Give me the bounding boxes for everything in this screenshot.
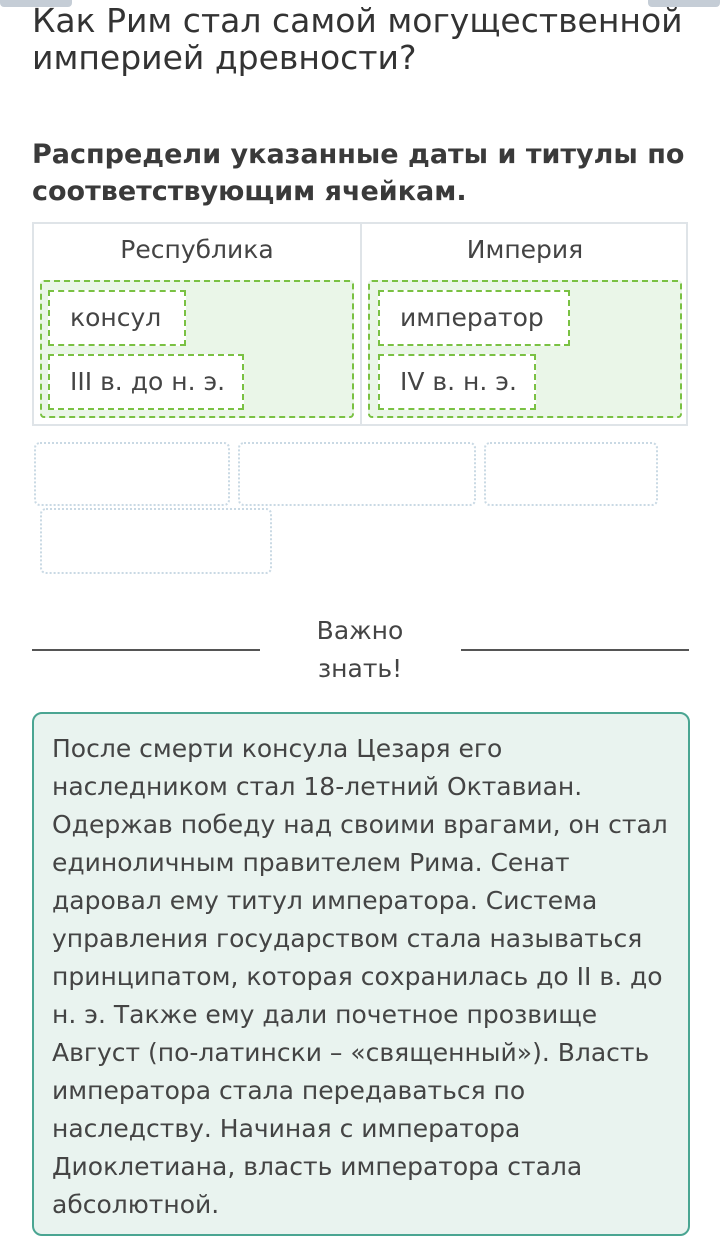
important-heading-line1: Важно bbox=[316, 616, 404, 645]
separator-left bbox=[32, 649, 260, 651]
sorting-table bbox=[32, 222, 688, 426]
answer-chip-3rd-century-bc[interactable]: III в. до н. э. bbox=[48, 354, 244, 410]
empire-drop-zone[interactable] bbox=[368, 280, 682, 418]
answer-chip-emperor[interactable]: император bbox=[378, 290, 570, 346]
important-heading bbox=[300, 612, 420, 688]
important-info-text: После смерти консула Цезаря его наследником стал 18-летний Октавиан. Одержав победу над своими врагами, он стал единоличным правителем Рима. Сенат даровал ему титул императора. Система управления государством стала называться принципатом, которая сохранилась до II в. до н. э. Также ему дали почетное прозвище Август (по-латински – «священный»). Власть императора стала передаваться по наследству. Начиная с императора Диоклетиана, власть императора стала абсолютной. bbox=[52, 734, 668, 1219]
important-heading-line2: знать! bbox=[317, 654, 403, 683]
empty-pool-slot[interactable] bbox=[34, 442, 230, 506]
important-info-box bbox=[32, 712, 690, 1236]
answer-chip-4th-century-ad[interactable]: IV в. н. э. bbox=[378, 354, 536, 410]
page-title: Как Рим стал самой могущественной империей древности? bbox=[32, 1, 683, 77]
empire-header: Империя bbox=[466, 235, 584, 264]
empty-pool-slot[interactable] bbox=[238, 442, 476, 506]
separator-right bbox=[461, 649, 689, 651]
answer-chip-consul[interactable]: консул bbox=[48, 290, 186, 346]
task-instruction: Распредели указанные даты и титулы по соответствующим ячейкам. bbox=[32, 139, 685, 207]
empty-pool-slot[interactable] bbox=[40, 508, 272, 574]
republic-drop-zone[interactable] bbox=[40, 280, 354, 418]
empty-pool-slot[interactable] bbox=[484, 442, 658, 506]
republic-header: Республика bbox=[120, 235, 274, 264]
